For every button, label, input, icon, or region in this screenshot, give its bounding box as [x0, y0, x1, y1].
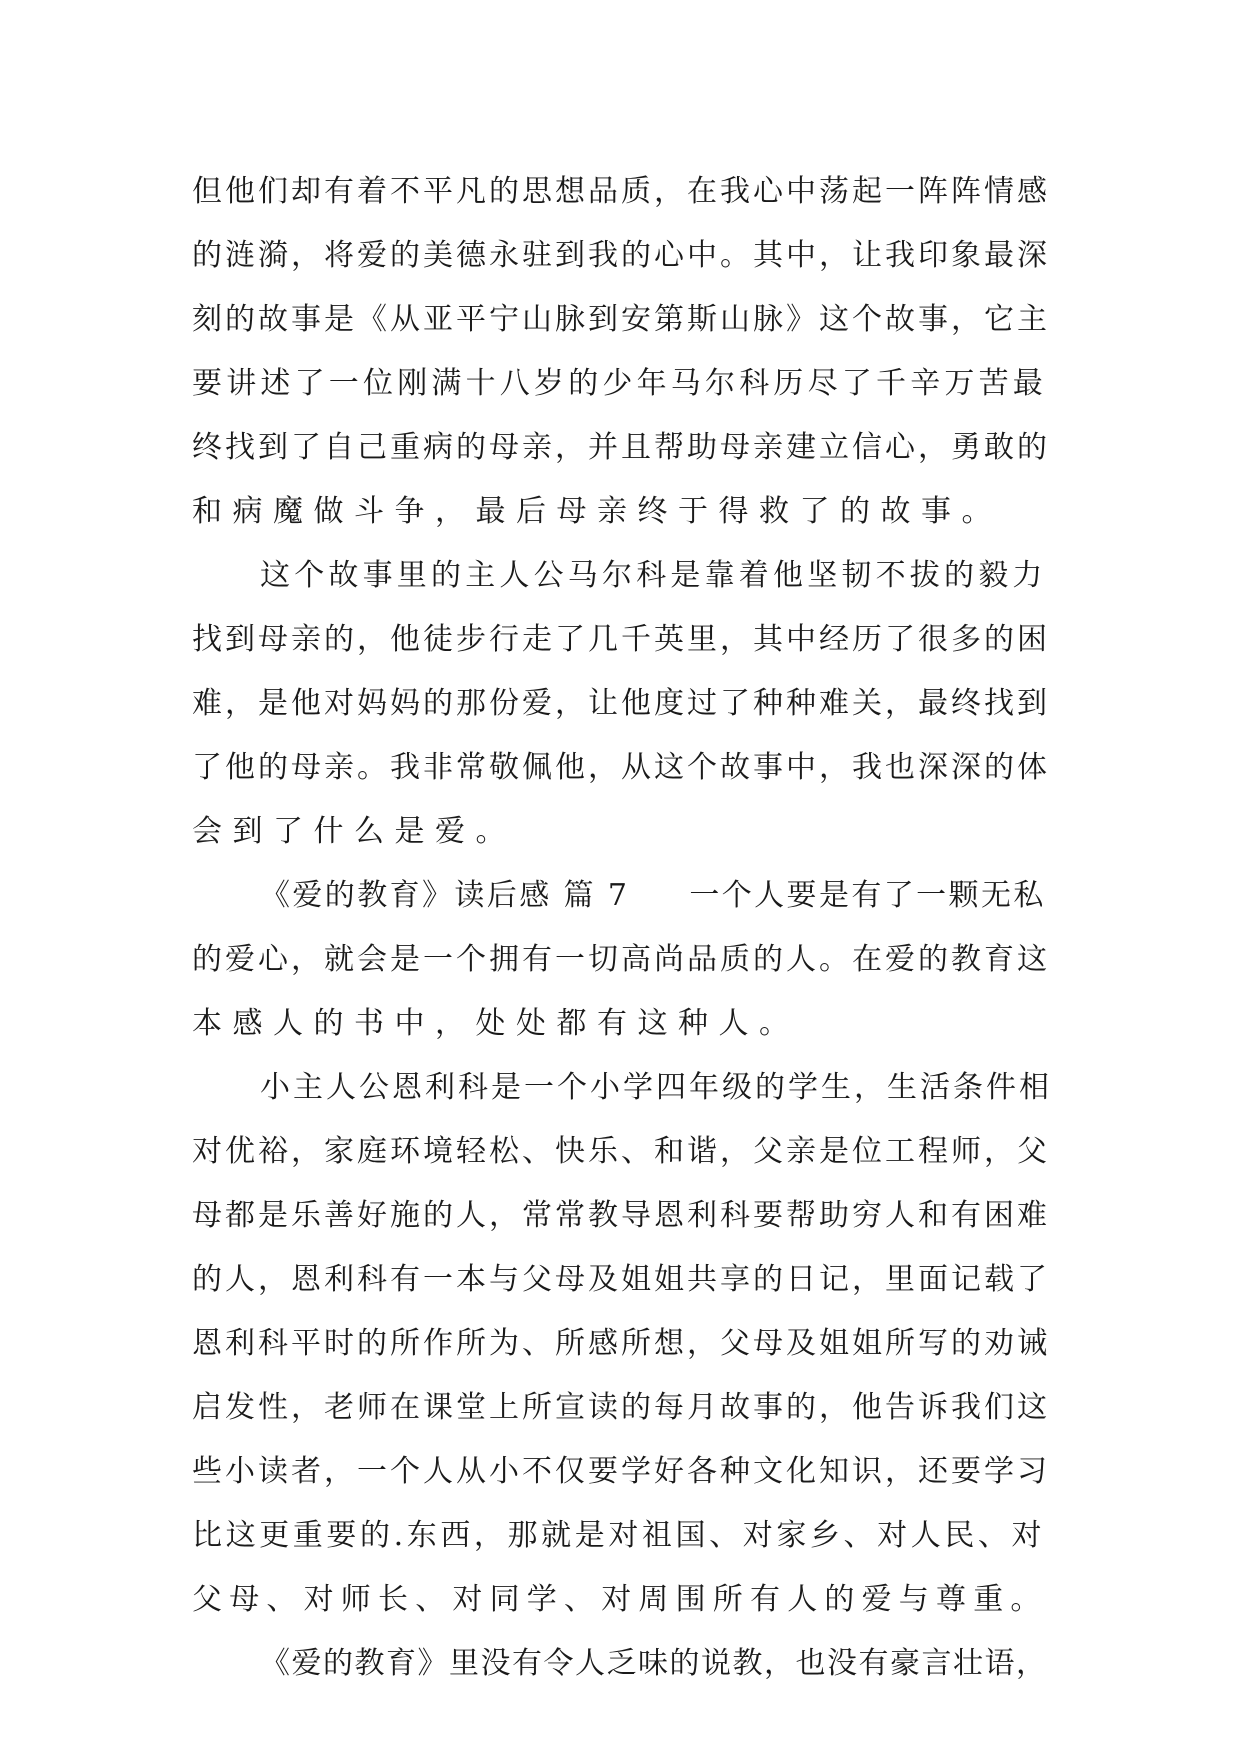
text-line: 本感人的书中，处处都有这种人。 [192, 1006, 800, 1041]
text-line: 这个故事里的主人公马尔科是靠着他坚韧不拔的毅力 [260, 558, 1047, 593]
text-line: 终找到了自己重病的母亲，并且帮助母亲建立信心，勇敢的 [192, 430, 1050, 465]
section-heading: 《爱的教育》读后感 篇 7 [260, 878, 630, 913]
text-line: 的涟漪，将爱的美德永驻到我的心中。其中，让我印象最深 [192, 238, 1050, 273]
paragraph-2 [192, 544, 1052, 864]
text-line: 和病魔做斗争，最后母亲终于得救了的故事。 [192, 494, 1002, 529]
section-first-text: 一个人要是有了一颗无私 [689, 878, 1046, 913]
paragraph-1 [192, 160, 1052, 544]
paragraph-4 [192, 1056, 1052, 1632]
text-line: 小主人公恩利科是一个小学四年级的学生，生活条件相 [260, 1070, 1052, 1105]
text-line: 的爱心，就会是一个拥有一切高尚品质的人。在爱的教育这 [192, 942, 1050, 977]
text-line: 的人，恩利科有一本与父母及姐姐共享的日记，里面记载了 [192, 1262, 1050, 1297]
text-line: 父母、对师长、对同学、对周围所有人的爱与尊重。 [192, 1582, 1048, 1617]
text-line: 但他们却有着不平凡的思想品质，在我心中荡起一阵阵情感 [192, 174, 1050, 209]
text-line: 了他的母亲。我非常敬佩他，从这个故事中，我也深深的体 [192, 750, 1050, 785]
text-line: 母都是乐善好施的人，常常教导恩利科要帮助穷人和有困难 [192, 1198, 1050, 1233]
text-line: 比这更重要的.东西，那就是对祖国、对家乡、对人民、对 [192, 1518, 1046, 1553]
text-line: 启发性，老师在课堂上所宣读的每月故事的，他告诉我们这 [192, 1390, 1050, 1425]
text-line: 《爱的教育》里没有令人乏味的说教，也没有豪言壮语， [260, 1646, 1048, 1681]
document-body [192, 160, 1052, 1696]
text-line: 要讲述了一位刚满十八岁的少年马尔科历尽了千辛万苦最 [192, 366, 1047, 401]
paragraph-5 [192, 1632, 1052, 1696]
text-line: 些小读者，一个人从小不仅要学好各种文化知识，还要学习 [192, 1454, 1050, 1489]
section-heading-line [192, 864, 1052, 928]
text-line: 难，是他对妈妈的那份爱，让他度过了种种难关，最终找到 [192, 686, 1050, 721]
text-line: 对优裕，家庭环境轻松、快乐、和谐，父亲是位工程师，父 [192, 1134, 1050, 1169]
paragraph-3 [192, 864, 1052, 1056]
text-line: 会到了什么是爱。 [192, 814, 516, 849]
text-line: 找到母亲的，他徒步行走了几千英里，其中经历了很多的困 [192, 622, 1050, 657]
text-line: 刻的故事是《从亚平宁山脉到安第斯山脉》这个故事，它主 [192, 302, 1050, 337]
text-line: 恩利科平时的所作所为、所感所想，父母及姐姐所写的劝诫 [192, 1326, 1050, 1361]
